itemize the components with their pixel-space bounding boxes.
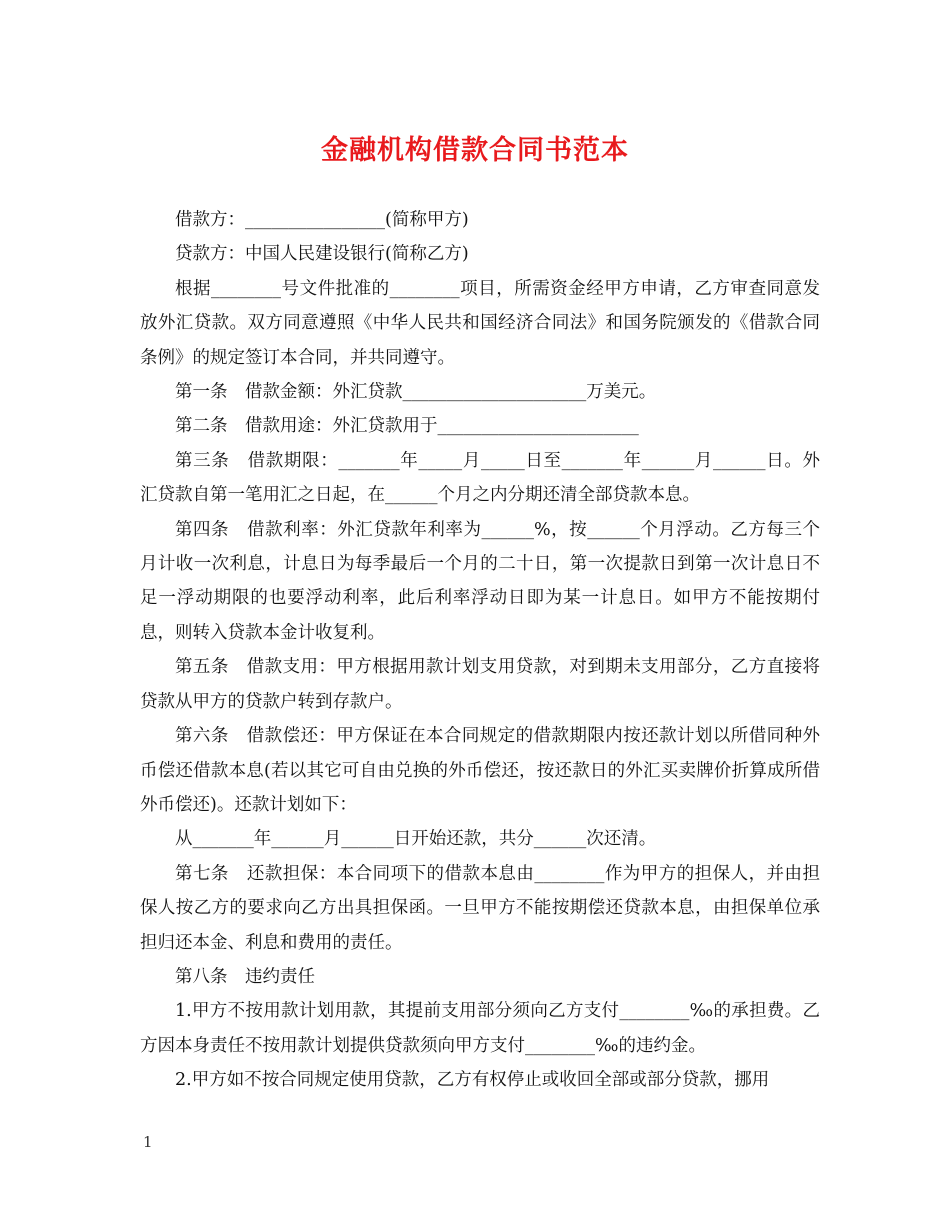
paragraph-article-5: 第五条 借款支用：甲方根据用款计划支用贷款，对到期未支用部分，乙方直接将贷款从甲方的贷款户转到存款户。 xyxy=(140,657,820,712)
paragraph-borrower: 借款方：________________(简称甲方) xyxy=(175,210,469,230)
paragraph-article-7: 第七条 还款担保：本合同项下的借款本息由________作为甲方的担保人，并由担保人按乙方的要求向乙方出具担保函。一旦甲方不能按期偿还贷款本息，由担保单位承担归还本金、利息和费用的责任。 xyxy=(140,863,820,953)
paragraph-article-1: 第一条 借款金额：外汇贷款_____________________万美元。 xyxy=(175,382,657,403)
paragraph-repayment-plan: 从_______年______月______日开始还款，共分______次还清。 xyxy=(175,829,657,850)
paragraph-lender: 贷款方：中国人民建设银行(简称乙方) xyxy=(175,244,469,265)
paragraph-preamble: 根据________号文件批准的________项目，所需资金经甲方申请，乙方审查同意发放外汇贷款。双方同意遵照《中华人民共和国经济合同法》和国务院颁发的《借款合同条例》的规定签订本合同，并共同遵守。 xyxy=(140,278,820,368)
paragraph-article-3: 第三条 借款期限：_______年_____月_____日至_______年______月______日。外汇贷款自第一笔用汇之日起，在______个月之内分期还清全部贷款本息。 xyxy=(140,450,820,506)
paragraph-article-8-item-1: 1.甲方不按用款计划用款，其提前支用部分须向乙方支付________‰的承担费。乙方因本身责任不按用款计划提供贷款须向甲方支付________‰的违约金。 xyxy=(140,1001,820,1056)
paragraph-article-2: 第二条 借款用途：外汇贷款用于_______________________ xyxy=(175,416,639,437)
document-body xyxy=(140,203,820,1098)
paragraph-article-8: 第八条 违约责任 xyxy=(175,966,315,987)
paragraph-article-6: 第六条 借款偿还：甲方保证在本合同规定的借款期限内按还款计划以所借同种外币偿还借款本息(若以其它可自由兑换的外币偿还，按还款日的外汇买卖牌价折算成所借外币偿还)。还款计划如下： xyxy=(140,726,820,815)
paragraph-article-4: 第四条 借款利率：外汇贷款年利率为______%，按______个月浮动。乙方每三个月计收一次利息，计息日为每季最后一个月的二十日，第一次提款日到第一次计息日不足一浮动期限的也要浮动利率，此后利率浮动日即为某一计息日。如甲方不能按期付息，则转入贷款本金计收复利。 xyxy=(140,519,820,643)
page-number: 1 xyxy=(143,1133,153,1151)
paragraph-article-8-item-2: 2.甲方如不按合同规定使用贷款，乙方有权停止或收回全部或部分贷款，挪用 xyxy=(175,1070,770,1091)
document-title: 金融机构借款合同书范本 xyxy=(321,135,629,166)
